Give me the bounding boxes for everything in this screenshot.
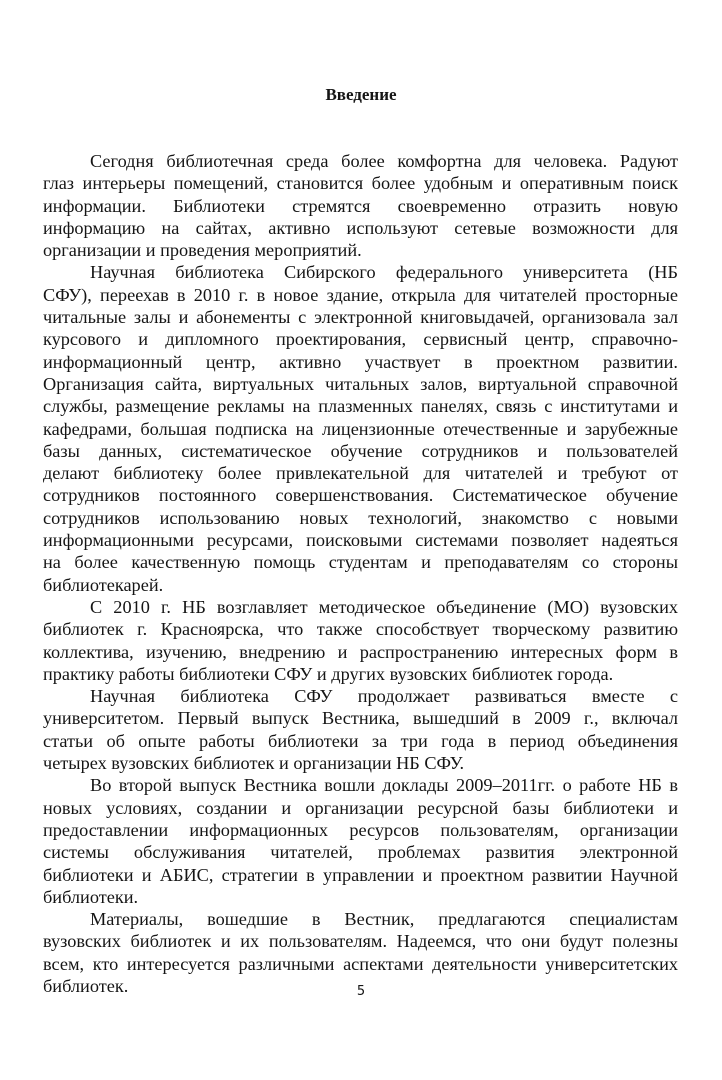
text-line: СФУ), переехав в 2010 г. в новое здание, открыла для читателей просторные bbox=[43, 284, 678, 305]
text-line: информации. Библиотеки стремятся своевременно отразить новую bbox=[43, 195, 678, 216]
text-line: университетом. Первый выпуск Вестника, вышедший в 2009 г., включал bbox=[43, 708, 678, 729]
paragraph-4 bbox=[43, 685, 678, 774]
text-line: делают библиотеку более привлекательной для читателей и требуют от bbox=[43, 463, 678, 484]
text-line: Научная библиотека СФУ продолжает развиваться вместе с bbox=[90, 686, 678, 707]
text-line: Сегодня библиотечная среда более комфортна для человека. Радуют bbox=[90, 151, 678, 171]
text-line: сотрудников использованию новых технологий, знакомство с новыми bbox=[43, 507, 678, 528]
text-line: статьи об опыте работы библиотеки за три года в период объединения bbox=[43, 730, 678, 751]
text-line: Научная библиотека Сибирского федерального университета (НБ bbox=[90, 262, 678, 283]
text-line: сотрудников постоянного совершенствования. Систематическое обучение bbox=[43, 485, 678, 506]
text-line: Организация сайта, виртуальных читальных залов, виртуальной справочной bbox=[43, 373, 678, 394]
text-line: С 2010 г. НБ возглавляет методическое объединение (МО) вузовских bbox=[90, 596, 678, 617]
text-line: глаз интерьеры помещений, становится более удобным и оперативным поиск bbox=[43, 173, 678, 194]
text-line: четырех вузовских библиотек и организации НБ СФУ. bbox=[43, 753, 465, 774]
page-title: Введение bbox=[325, 85, 397, 104]
paragraph-3 bbox=[43, 596, 678, 685]
text-line: предоставлении информационных ресурсов пользователям, организации bbox=[43, 819, 678, 840]
page-number: 5 bbox=[356, 984, 366, 999]
text-line: организации и проведения мероприятий. bbox=[43, 240, 362, 261]
paragraph-1 bbox=[43, 150, 678, 261]
text-line: на более качественную помощь студентам и преподавателям со стороны bbox=[43, 552, 678, 573]
text-line: библиотеки. bbox=[43, 886, 139, 907]
text-line: системы обслуживания читателей, проблемах развития электронной bbox=[43, 842, 678, 863]
text-line: библиотеки и АБИС, стратегии в управлении и проектном развитии Научной bbox=[43, 864, 678, 885]
text-line: Материалы, вошедшие в Вестник, предлагаются специалистам bbox=[90, 909, 678, 930]
text-line: практику работы библиотеки СФУ и других вузовских библиотек города. bbox=[43, 663, 614, 684]
text-line: службы, размещение рекламы на плазменных панелях, связь с институтами и bbox=[43, 396, 678, 417]
text-line: всем, кто интересуется различными аспектами деятельности университетских bbox=[43, 953, 678, 974]
text-line: базы данных, систематическое обучение сотрудников и пользователей bbox=[43, 440, 678, 461]
text-line: коллектива, изучению, внедрению и распространению интересных форм в bbox=[43, 641, 678, 662]
paragraph-2 bbox=[43, 261, 678, 595]
text-line: читальные залы и абонементы с электронной книговыдачей, организовала зал bbox=[43, 307, 678, 328]
text-line: новых условиях, создании и организации ресурсной базы библиотеки и bbox=[43, 797, 678, 818]
document-body bbox=[43, 150, 678, 997]
text-line: Во второй выпуск Вестника вошли доклады 2009–2011гг. о работе НБ в bbox=[90, 775, 678, 796]
text-line: кафедрами, большая подписка на лицензионные отечественные и зарубежные bbox=[43, 418, 678, 439]
text-line: библиотек. bbox=[43, 975, 129, 996]
text-line: информационными ресурсами, поисковыми системами позволяет надеяться bbox=[43, 530, 678, 551]
text-line: информационный центр, активно участвует в проектном развитии. bbox=[43, 351, 678, 372]
text-line: курсового и дипломного проектирования, сервисный центр, справочно- bbox=[43, 329, 678, 350]
text-line: вузовских библиотек и их пользователям. Надеемся, что они будут полезны bbox=[43, 931, 678, 952]
text-line: информацию на сайтах, активно используют сетевые возможности для bbox=[43, 217, 678, 238]
text-line: библиотекарей. bbox=[43, 574, 164, 595]
paragraph-5 bbox=[43, 774, 678, 908]
text-line: библиотек г. Красноярска, что также способствует творческому развитию bbox=[43, 619, 678, 640]
